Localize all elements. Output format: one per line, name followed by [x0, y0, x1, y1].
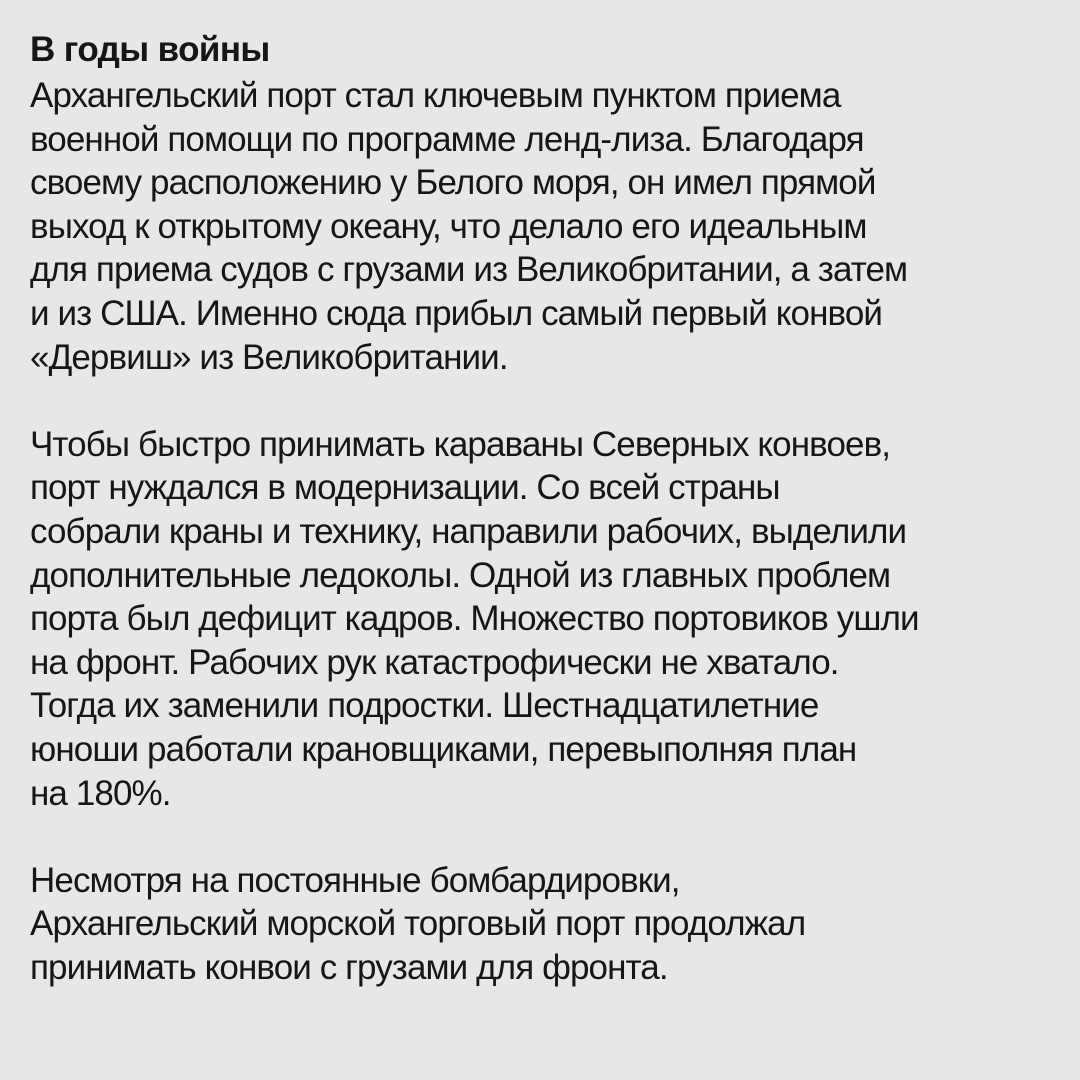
text-line: выход к открытому океану, что делало его идеальным — [30, 206, 867, 246]
text-line: на фронт. Рабочих рук катастрофически не хватало. — [30, 642, 839, 682]
text-line: Архангельский порт стал ключевым пунктом приема — [30, 76, 841, 115]
paragraph-modernization — [30, 423, 1065, 815]
text-line: Чтобы быстро принимать караваны Северных конвоев, — [30, 424, 891, 464]
text-line: принимать конвои с грузами для фронта. — [30, 947, 668, 987]
article-card — [30, 28, 1065, 989]
text-line: юноши работали крановщиками, перевыполняя план — [30, 729, 857, 769]
text-line: и из США. Именно сюда прибыл самый первый конвой — [30, 293, 883, 333]
text-line: порт нуждался в модернизации. Со всей страны — [30, 468, 780, 508]
paragraph-spacer — [30, 815, 1065, 859]
paragraph-bombing — [30, 859, 1065, 990]
text-line: Тогда их заменили подростки. Шестнадцатилетние — [30, 686, 819, 726]
text-line: Архангельский морской торговый порт продолжал — [30, 904, 806, 944]
text-line: собрали краны и технику, направили рабочих, выделили — [30, 511, 907, 551]
paragraph-lend-lease — [30, 74, 1065, 379]
text-line: для приема судов с грузами из Великобритании, а затем — [30, 250, 908, 290]
text-line: военной помощи по программе ленд-лиза. Благодаря — [30, 119, 864, 159]
text-line: на 180%. — [30, 773, 171, 813]
paragraph-spacer — [30, 379, 1065, 423]
text-line: своему расположению у Белого моря, он имел прямой — [30, 163, 876, 203]
text-line: Несмотря на постоянные бомбардировки, — [30, 860, 680, 900]
text-line: порта был дефицит кадров. Множество портовиков ушли — [30, 599, 919, 639]
text-line: «Дервиш» из Великобритании. — [30, 337, 508, 377]
page-title: В годы войны — [30, 30, 270, 69]
text-line: дополнительные ледоколы. Одной из главных проблем — [30, 555, 891, 595]
